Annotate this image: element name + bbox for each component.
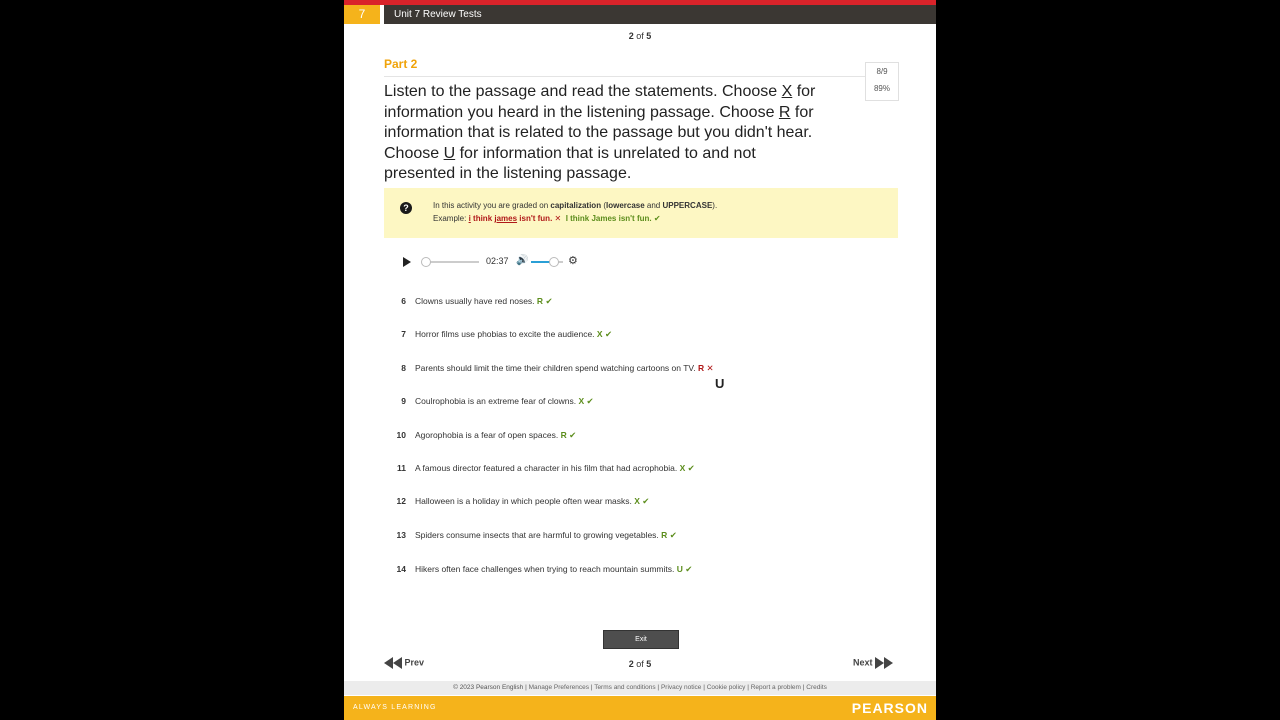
check-icon: ✔ — [586, 396, 594, 406]
cross-icon: ✕ — [706, 363, 714, 373]
activity-instructions: Listen to the passage and read the statements. Choose X for information you heard in the listening passage. Choose R for information that is related to the passage but you didn't hear. Choose U for information that is unrelated to and not presented in the listening passage. — [384, 83, 816, 182]
check-icon: ✔ — [687, 463, 695, 473]
item-answer[interactable]: R — [536, 296, 544, 306]
item-statement: Agorophobia is a fear of open spaces. — [415, 430, 559, 440]
unit-title: Unit 7 Review Tests — [394, 9, 482, 20]
unit-number-badge: 7 — [344, 5, 380, 24]
footer-link[interactable]: Report a problem — [750, 684, 801, 691]
activity-page — [344, 0, 936, 720]
item-statement: Horror films use phobias to excite the audience. — [415, 329, 595, 339]
prev-button[interactable]: Prev — [384, 657, 424, 671]
brand-tagline: ALWAYS LEARNING — [353, 704, 437, 711]
exit-button[interactable]: Exit — [603, 630, 679, 649]
item-number: 7 — [401, 329, 406, 339]
question-circle-icon[interactable]: ? — [400, 202, 412, 214]
wrong-mark-icon: ✕ — [554, 214, 562, 223]
item-number: 8 — [401, 363, 406, 373]
item-answer[interactable]: R — [698, 363, 705, 373]
score-box — [865, 62, 899, 101]
gear-icon[interactable]: ⚙ — [568, 255, 578, 267]
item-statement: Parents should limit the time their children spend watching cartoons on TV. — [415, 363, 696, 373]
item-answer[interactable]: X — [596, 329, 603, 339]
page-indicator-top: 2 of 5 — [628, 31, 652, 41]
item-number: 14 — [396, 564, 406, 574]
correct-answer-label: U — [715, 376, 725, 391]
check-icon: ✔ — [642, 496, 650, 506]
check-icon: ✔ — [604, 329, 613, 339]
item-answer[interactable]: X — [679, 463, 686, 473]
item-number: 10 — [396, 430, 406, 440]
footer-link[interactable]: Credits — [806, 684, 827, 691]
part-title: Part 2 — [384, 57, 418, 71]
item-statement: Spiders consume insects that are harmful to growing vegetables. — [415, 530, 659, 540]
item-answer[interactable]: U — [676, 564, 683, 574]
item-answer[interactable]: R — [661, 530, 668, 540]
grading-note — [384, 188, 898, 238]
score-percent: 89% — [873, 84, 890, 93]
page-indicator-bottom: 2 of 5 — [628, 659, 652, 669]
item-number: 9 — [401, 396, 406, 406]
item-statement: A famous director featured a character in his film that had acrophobia. — [415, 463, 678, 473]
check-icon: ✔ — [669, 530, 677, 540]
next-arrow-icon — [875, 657, 884, 669]
footer-link[interactable]: Cookie policy — [706, 684, 746, 691]
copyright-text: © 2023 Pearson English — [453, 684, 524, 691]
item-number: 11 — [397, 463, 406, 473]
play-icon[interactable] — [403, 257, 411, 267]
volume-icon[interactable]: 🔊 — [516, 255, 529, 266]
audio-time: 02:37 — [486, 256, 509, 266]
brand-bar — [344, 696, 936, 720]
item-statement: Coulrophobia is an extreme fear of clowns. — [415, 396, 577, 406]
unit-header-bar — [344, 5, 936, 24]
item-number: 12 — [396, 496, 406, 506]
next-button[interactable]: Next — [853, 657, 893, 671]
item-statement: Hikers often face challenges when trying to reach mountain summits. — [415, 564, 675, 574]
audio-player — [403, 255, 583, 269]
footer-link[interactable]: Privacy notice — [660, 684, 702, 691]
score-fraction: 8/9 — [876, 67, 888, 76]
divider — [384, 76, 898, 77]
check-icon: ✔ — [653, 214, 661, 223]
item-statement: Halloween is a holiday in which people often wear masks. — [415, 496, 632, 506]
grading-note-text: In this activity you are graded on capitalization (lowercase and UPPERCASE). Example: i think james isn't fun. ✕ I think James isn't fun. ✔ — [433, 201, 718, 223]
item-answer[interactable]: X — [578, 396, 585, 406]
item-number: 13 — [396, 530, 406, 540]
item-answer[interactable]: R — [560, 430, 567, 440]
audio-progress-handle[interactable] — [421, 257, 431, 267]
item-number: 6 — [401, 296, 406, 306]
pearson-logo: PEARSON — [851, 700, 928, 716]
volume-handle[interactable] — [549, 257, 559, 267]
footer-link[interactable]: Terms and conditions — [594, 684, 656, 691]
check-icon: ✔ — [685, 564, 693, 574]
footer-links: © 2023 Pearson English | Manage Preferences | Terms and conditions | Privacy notice | Cookie policy | Report a problem | Credits — [344, 681, 936, 695]
footer-link[interactable]: Manage Preferences — [528, 684, 589, 691]
check-icon: ✔ — [545, 296, 553, 306]
check-icon: ✔ — [569, 430, 577, 440]
item-answer[interactable]: X — [634, 496, 640, 506]
item-statement: Clowns usually have red noses. — [415, 296, 535, 306]
